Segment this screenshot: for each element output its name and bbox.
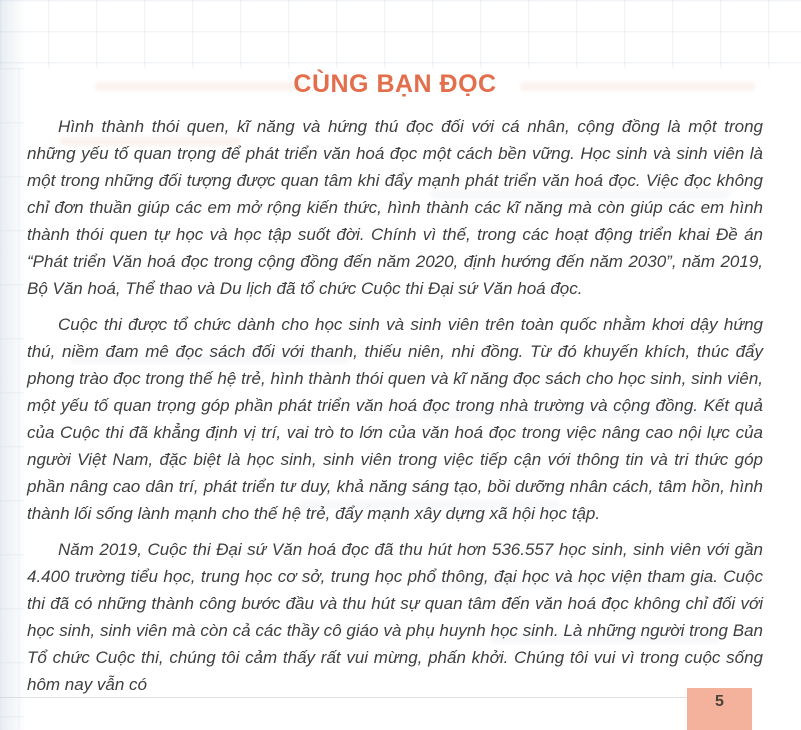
page-number: 5 — [715, 693, 724, 710]
body-paragraph-1: Hình thành thói quen, kĩ năng và hứng thú đọc đối với cá nhân, cộng đồng là một trong những yếu tố quan trọng để phát triển văn hoá đọc một cách bền vững. Học sinh và sinh viên là một trong những đối tượng được quan tâm khi đẩy mạnh phát triển văn hoá đọc. Việc đọc không chỉ đơn thuần giúp các em mở rộng kiến thức, hình thành các kĩ năng mà còn giúp các em hình thành thói quen tự học và học tập suốt đời. Chính vì thế, trong các hoạt động triển khai Đề án “Phát triển Văn hoá đọc trong cộng đồng đến năm 2020, định hướng đến năm 2030”, năm 2019, Bộ Văn hoá, Thể thao và Du lịch đã tổ chức Cuộc thi Đại sứ Văn hoá đọc. — [27, 117, 763, 298]
body-paragraph-3: Năm 2019, Cuộc thi Đại sứ Văn hoá đọc đã thu hút hơn 536.557 học sinh, sinh viên với gần 4.400 trường tiểu học, trung học cơ sở, trung học phổ thông, đại học và học viện tham gia. Cuộc thi đã có những thành công bước đầu và thu hút sự quan tâm đến văn hoá đọc không chỉ đối với học sinh, sinh viên mà còn cả các thầy cô giáo và phụ huynh học sinh. Là những người trong Ban Tổ chức Cuộc thi, chúng tôi cảm thấy rất vui mừng, phấn khởi. Chúng tôi vui vì trong cuộc sống hôm nay vẫn có — [27, 540, 763, 694]
grid-bleedthrough-left — [0, 68, 24, 730]
body-paragraph-2: Cuộc thi được tổ chức dành cho học sinh và sinh viên trên toàn quốc nhằm khơi dậy hứng thú, niềm đam mê đọc sách đối với thanh, thiếu niên, nhi đồng. Từ đó khuyến khích, thúc đẩy phong trào đọc trong thế hệ trẻ, hình thành thói quen và kĩ năng đọc sách cho học sinh, sinh viên, một yếu tố quan trọng góp phần phát triển văn hoá đọc trong nhà trường và cộng đồng. Kết quả của Cuộc thi đã khẳng định vị trí, vai trò to lớn của văn hoá đọc trong việc nâng cao nội lực của người Việt Nam, đặc biệt là học sinh, sinh viên trong việc tiếp cận với thông tin và tri thức góp phần nâng cao dân trí, phát triển tư duy, khả năng sáng tạo, bồi dưỡng nhân cách, tâm hồn, hình thành lối sống lành mạnh cho thế hệ trẻ, đẩy mạnh xây dựng xã hội học tập. — [27, 315, 763, 523]
page-edge-shadow — [0, 0, 26, 730]
grid-bleedthrough-top — [0, 0, 801, 68]
body-text — [27, 113, 763, 698]
page-title: CÙNG BẠN ĐỌC — [293, 70, 497, 98]
page-number-badge — [687, 688, 752, 730]
page-content — [27, 70, 763, 707]
